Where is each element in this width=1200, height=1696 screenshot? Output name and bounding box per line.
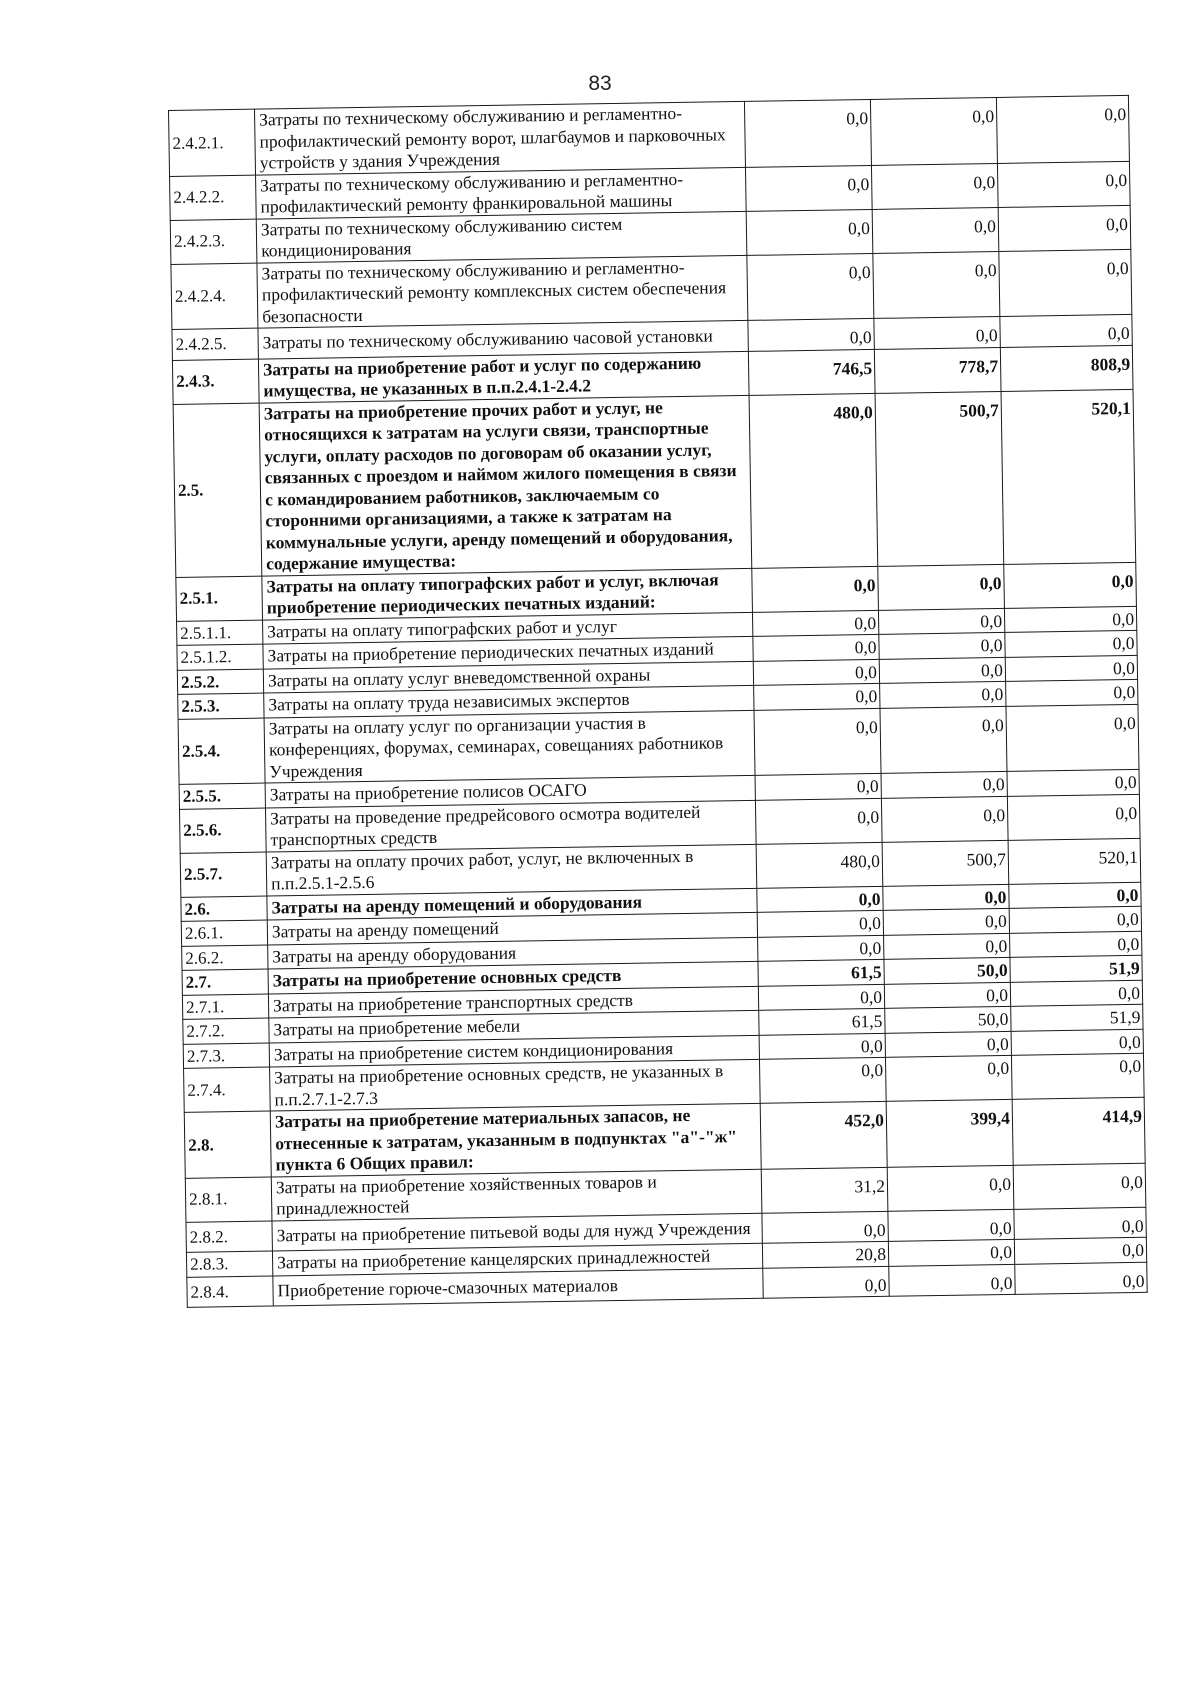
row-value-year3-cell: 0,0 — [1004, 562, 1137, 608]
row-value-year3-cell: 0,0 — [1014, 1237, 1146, 1264]
row-description-cell: Затраты на оплату прочих работ, услуг, не включенных в п.п.2.5.1-2.5.6 — [266, 844, 757, 896]
row-value-year3-cell: 0,0 — [1006, 679, 1138, 706]
row-value-year3-cell: 0,0 — [997, 161, 1130, 207]
row-value-year1-cell: 0,0 — [752, 610, 878, 636]
row-value-year3-cell: 520,1 — [1008, 838, 1141, 884]
row-number-cell: 2.5.3. — [178, 693, 264, 719]
row-value-year2-cell: 0,0 — [881, 771, 1007, 797]
row-value-year2-cell: 500,7 — [875, 391, 1004, 566]
row-description-cell: Затраты на приобретение прочих работ и услуг, не относящихся к затратам на услуги связи, транспортные услуги, оплату расходов по договорам об оказании услуг, связанных с проездом и наймом жилого помещения в связи с командированием работников, заключаемым со сторонними организациями, а также к затратам на коммунальные услуги, аренду помещений и оборудования, содержание имущества: — [259, 395, 752, 576]
row-description-cell: Затраты на аренду помещений и оборудования — [267, 888, 757, 920]
row-value-year1-cell: 0,0 — [745, 165, 872, 211]
row-value-year1-cell: 0,0 — [755, 773, 881, 799]
row-value-year3-cell: 808,9 — [1000, 345, 1133, 391]
page-number: 83 — [588, 72, 612, 95]
row-description-cell: Затраты на приобретение мебели — [269, 1010, 759, 1042]
row-value-year2-cell: 0,0 — [887, 1165, 1014, 1211]
row-description-cell: Затраты на приобретение периодических печатных изданий — [263, 636, 753, 668]
row-number-cell: 2.4.2.3. — [170, 219, 257, 264]
row-value-year2-cell: 0,0 — [888, 1209, 1014, 1241]
row-value-year3-cell: 0,0 — [996, 95, 1129, 163]
row-value-year2-cell: 0,0 — [872, 207, 999, 253]
row-number-cell: 2.5.1.2. — [177, 644, 263, 670]
row-value-year2-cell: 0,0 — [874, 316, 1000, 348]
row-number-cell: 2.4.2.5. — [172, 328, 258, 360]
row-description-cell: Затраты на приобретение транспортных средств — [268, 986, 758, 1018]
row-value-year2-cell: 0,0 — [888, 1239, 1014, 1265]
row-description-cell: Затраты на приобретение питьевой воды для нужд Учреждения — [272, 1213, 762, 1251]
row-number-cell: 2.4.3. — [172, 359, 259, 404]
row-value-year2-cell: 778,7 — [874, 347, 1001, 393]
row-description-cell: Затраты на приобретение материальных запасов, не отнесенные к затратам, указанным в подпунктах "а"-"ж" пункта 6 Общих правил: — [270, 1103, 761, 1176]
row-value-year3-cell: 51,9 — [1010, 955, 1142, 982]
row-number-cell: 2.8.3. — [186, 1251, 272, 1277]
row-value-year1-cell: 0,0 — [752, 566, 879, 612]
row-value-year1-cell: 0,0 — [746, 209, 873, 255]
row-value-year3-cell: 0,0 — [998, 205, 1131, 251]
row-value-year1-cell: 0,0 — [753, 634, 879, 660]
row-value-year3-cell: 0,0 — [1009, 906, 1141, 933]
row-value-year1-cell: 0,0 — [757, 886, 883, 912]
row-value-year3-cell: 0,0 — [1009, 882, 1141, 909]
row-value-year3-cell: 0,0 — [1000, 314, 1132, 347]
row-description-cell: Затраты по техническому обслуживанию систем кондиционирования — [256, 211, 747, 263]
row-value-year1-cell: 0,0 — [744, 99, 871, 166]
row-number-cell: 2.7.1. — [182, 994, 268, 1020]
row-value-year2-cell: 0,0 — [885, 1055, 1012, 1101]
row-value-year1-cell: 0,0 — [748, 318, 874, 350]
row-number-cell: 2.5.5. — [179, 783, 265, 809]
row-value-year2-cell: 0,0 — [878, 564, 1005, 610]
row-number-cell: 2.4.2.4. — [171, 263, 258, 330]
row-value-year2-cell: 0,0 — [880, 706, 1007, 773]
row-description-cell: Затраты по техническому обслуживанию и регламентно-профилактический ремонту ворот, шлагбаумов и парковочных устройств у здания Учреждения — [254, 101, 745, 174]
row-value-year2-cell: 399,4 — [886, 1099, 1013, 1166]
row-description-cell: Затраты на оплату труда независимых экспертов — [264, 685, 754, 717]
row-number-cell: 2.4.2.1. — [169, 109, 256, 176]
row-number-cell: 2.8. — [184, 1111, 271, 1178]
row-value-year2-cell: 0,0 — [871, 163, 998, 209]
row-description-cell: Затраты на приобретение хозяйственных товаров и принадлежностей — [271, 1169, 762, 1221]
row-value-year1-cell: 0,0 — [754, 683, 880, 709]
row-value-year2-cell: 0,0 — [878, 608, 1004, 634]
row-number-cell: 2.8.2. — [186, 1221, 272, 1253]
row-value-year3-cell: 0,0 — [1005, 630, 1137, 657]
row-description-cell: Затраты на оплату услуг вневедомственной охраны — [263, 661, 753, 693]
row-value-year3-cell: 0,0 — [1011, 1053, 1144, 1099]
row-value-year2-cell: 0,0 — [883, 908, 1009, 934]
row-description-cell: Затраты на проведение предрейсового осмотра водителей транспортных средств — [265, 800, 756, 852]
row-number-cell: 2.7. — [182, 969, 268, 995]
row-description-cell: Затраты на приобретение основных средств, не указанных в п.п.2.7.1-2.7.3 — [270, 1059, 761, 1111]
row-value-year1-cell: 0,0 — [747, 253, 874, 320]
row-number-cell: 2.5.4. — [178, 718, 265, 785]
row-number-cell: 2.5.6. — [179, 808, 266, 853]
row-description-cell: Затраты на оплату услуг по организации участия в конференциях, форумах, семинарах, совещаниях работников Учреждения — [264, 710, 755, 783]
row-value-year3-cell: 0,0 — [1006, 704, 1139, 772]
row-value-year2-cell: 0,0 — [879, 657, 1005, 683]
row-value-year1-cell: 0,0 — [763, 1266, 889, 1298]
cost-table — [168, 95, 1148, 1308]
row-value-year3-cell: 0,0 — [1014, 1207, 1146, 1240]
row-value-year1-cell: 0,0 — [762, 1211, 888, 1243]
row-value-year1-cell: 452,0 — [760, 1101, 887, 1168]
row-value-year1-cell: 0,0 — [759, 1057, 886, 1103]
row-value-year3-cell: 51,9 — [1011, 1004, 1143, 1031]
row-number-cell: 2.8.4. — [187, 1275, 273, 1307]
row-number-cell: 2.6. — [181, 896, 267, 922]
row-value-year3-cell: 0,0 — [1007, 794, 1140, 840]
cost-table-container — [168, 95, 1147, 1308]
row-value-year1-cell: 0,0 — [758, 984, 884, 1010]
row-value-year3-cell: 0,0 — [1011, 1029, 1143, 1056]
row-value-year2-cell: 0,0 — [880, 681, 1006, 707]
row-value-year1-cell: 31,2 — [761, 1167, 888, 1213]
row-value-year2-cell: 0,0 — [883, 884, 1009, 910]
row-value-year3-cell: 0,0 — [1005, 655, 1137, 682]
row-value-year2-cell: 0,0 — [870, 97, 997, 164]
row-value-year2-cell: 0,0 — [884, 982, 1010, 1008]
row-value-year1-cell: 0,0 — [759, 1033, 885, 1059]
row-description-cell: Затраты по техническому обслуживанию и регламентно-профилактический ремонту комплексных систем обеспечения безопасности — [257, 255, 748, 328]
row-description-cell: Затраты на оплату типографских работ и услуг — [263, 612, 753, 644]
row-value-year2-cell: 0,0 — [879, 632, 1005, 658]
cost-table-body — [169, 95, 1148, 1307]
row-value-year2-cell: 0,0 — [889, 1264, 1015, 1296]
row-description-cell: Затраты по техническому обслуживанию часовой установки — [258, 320, 748, 358]
row-value-year1-cell: 0,0 — [757, 910, 883, 936]
row-value-year1-cell: 746,5 — [748, 349, 875, 395]
row-value-year2-cell: 0,0 — [881, 796, 1008, 842]
row-value-year1-cell: 61,5 — [758, 959, 884, 985]
row-description-cell: Затраты на аренду оборудования — [268, 937, 758, 969]
row-value-year1-cell: 480,0 — [749, 393, 878, 568]
row-value-year2-cell: 0,0 — [884, 933, 1010, 959]
row-value-year1-cell: 20,8 — [762, 1241, 888, 1267]
row-description-cell: Затраты на приобретение канцелярских принадлежностей — [272, 1243, 762, 1275]
row-number-cell: 2.5.7. — [180, 852, 267, 897]
row-number-cell: 2.4.2.2. — [170, 175, 257, 220]
row-number-cell: 2.6.2. — [182, 945, 268, 971]
row-value-year1-cell: 0,0 — [753, 659, 879, 685]
row-value-year2-cell: 50,0 — [884, 957, 1010, 983]
row-value-year3-cell: 0,0 — [1010, 980, 1142, 1007]
row-value-year2-cell: 50,0 — [885, 1006, 1011, 1032]
row-number-cell: 2.5. — [173, 403, 262, 577]
row-description-cell: Затраты на аренду помещений — [267, 912, 757, 944]
row-value-year2-cell: 0,0 — [885, 1031, 1011, 1057]
row-number-cell: 2.5.2. — [177, 669, 263, 695]
row-number-cell: 2.7.3. — [183, 1043, 269, 1069]
row-number-cell: 2.5.1. — [176, 576, 263, 621]
row-description-cell: Затраты на приобретение основных средств — [268, 961, 758, 993]
row-description-cell: Затраты на оплату типографских работ и услуг, включая приобретение периодических печатных изданий: — [262, 568, 753, 620]
row-value-year3-cell: 414,9 — [1012, 1097, 1145, 1165]
row-value-year1-cell: 61,5 — [759, 1008, 885, 1034]
row-number-cell: 2.7.4. — [184, 1067, 271, 1112]
row-number-cell: 2.5.1.1. — [177, 620, 263, 646]
row-description-cell: Затраты по техническому обслуживанию и регламентно-профилактический ремонту франкировальной машины — [256, 167, 747, 219]
row-value-year1-cell: 0,0 — [754, 708, 881, 775]
row-value-year1-cell: 0,0 — [755, 798, 882, 844]
row-description-cell: Приобретение горюче-смазочных материалов — [273, 1268, 763, 1306]
row-description-cell: Затраты на приобретение работ и услуг по содержанию имущества, не указанных в п.п.2.4.1-2.4.2 — [258, 351, 749, 403]
row-description-cell: Затраты на приобретение полисов ОСАГО — [265, 775, 755, 807]
row-value-year3-cell: 0,0 — [1010, 931, 1142, 958]
row-value-year1-cell: 480,0 — [756, 842, 883, 888]
row-description-cell: Затраты на приобретение систем кондиционирования — [269, 1035, 759, 1067]
row-number-cell: 2.7.2. — [183, 1018, 269, 1044]
row-value-year3-cell: 0,0 — [999, 249, 1132, 317]
row-value-year1-cell: 0,0 — [758, 935, 884, 961]
row-value-year2-cell: 0,0 — [873, 251, 1000, 318]
row-value-year3-cell: 0,0 — [1015, 1262, 1147, 1295]
row-value-year3-cell: 520,1 — [1001, 389, 1136, 564]
row-number-cell: 2.6.1. — [181, 920, 267, 946]
row-value-year3-cell: 0,0 — [1013, 1163, 1146, 1209]
row-value-year3-cell: 0,0 — [1004, 606, 1136, 633]
row-value-year3-cell: 0,0 — [1007, 769, 1139, 796]
table-row — [173, 389, 1136, 577]
row-value-year2-cell: 500,7 — [882, 840, 1009, 886]
row-number-cell: 2.8.1. — [185, 1177, 272, 1222]
